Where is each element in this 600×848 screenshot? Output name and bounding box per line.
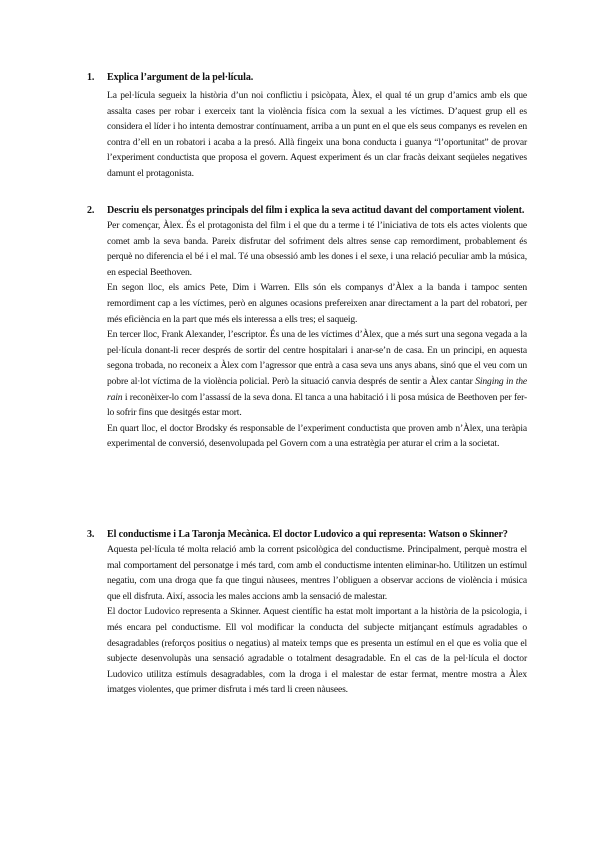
question-title: El conductisme i La Taronja Mecànica. El doctor Ludovico a qui representa: Watson o Skinner? [107,529,508,540]
question-1 [87,70,527,182]
question-3 [87,527,527,698]
answer-paragraph: En tercer lloc, Frank Alexander, l’escriptor. És una de les víctimes d’Àlex, que a més surt una segona vegada a la pel·lícula donant-li recer després de sortir del centre hospitalari i anar-se’n de casa. En un principi, en aquesta segona trobada, no reconeix a Àlex com l’agressor que entrà a casa seva uns anys abans, sinó que el veu com un pobre al·lot víctima de la violència policial. Però la situació canvia després de sentir a Àlex cantar Singing in the rain i reconèixer-lo com l’assassí de la seva dona. El tanca a una habitació i li posa música de Beethoven per fer-lo sofrir fins que desitgés estar mort. [107,329,528,419]
question-title: Descriu els personatges principals del film i explica la seva actitud davant del comportament violent. [107,205,525,216]
answer-paragraph: Per començar, Àlex. És el protagonista del film i el que du a terme i té l’iniciativa de tots els actes violents que comet amb la seva banda. Pareix disfrutar del sofriment dels altres sense cap remordiment, probablement és perquè no diferencia el bé i el mal. Té una obsessió amb les dones i el sexe, i una relació peculiar amb la música, en especial Beethoven. [107,220,527,278]
answer-body [107,88,527,182]
answer-paragraph: La pel·lícula segueix la història d’un noi conflictiu i psicòpata, Àlex, el qual té un grup d’amics amb els que assalta cases per robar i exerceix tant la violència física com la sexual a les víctimes. D’aquest grup ell es considera el líder i ho intenta demostrar contínuament, arriba a un punt en el que els seus companys es revelen en contra d’ell en un robatori i acaba a la presó. Allà fingeix una bona conducta i guanya “l’oportunitat” de provar l’experiment conductista que proposa el govern. Aquest experiment és un clar fracàs deixant seqüeles negatives damunt el protagonista. [107,90,527,179]
answer-paragraph: En quart lloc, el doctor Brodsky és responsable de l’experiment conductista que proven amb n’Àlex, una teràpia experimental de conversió, desenvolupada pel Govern com a una estratègia per aturar el crim a la societat. [107,422,527,450]
question-number: 2. [87,205,95,216]
answer-paragraph: El doctor Ludovico representa a Skinner. Aquest científic ha estat molt important a la història de la psicologia, i més encara pel conductisme. Ell vol modificar la conducta del subjecte mitjançant estímuls agradables o desagradables (reforços positius o negatius) al mateix temps que es presenta un estímul en el que es volia que el subjecte desenvolupàs una sensació agradable o totalment desagradable. En el cas de la pel·lícula el doctor Ludovico utilitza estímuls desagradables, com la droga i el malestar de estar fermat, mentre mostra a Àlex imatges violentes, que primer disfruta i més tard li creen nàusees. [107,606,527,696]
question-number: 3. [87,529,95,540]
question-2 [87,203,527,452]
question-heading [87,70,527,85]
question-number: 1. [87,72,95,83]
answer-paragraph: En segon lloc, els amics Pete, Dim i Warren. Ells són els companys d’Àlex a la banda i tampoc senten remordiment cap a les víctimes, però en algunes ocasions prefereixen anar directament a la part del robatori, per més eficiència en la part que més els interessa a ells tres; el saqueig. [107,282,527,325]
question-heading [87,527,527,542]
answer-paragraph: Aquesta pel·lícula té molta relació amb la corrent psicològica del conductisme. Principalment, perquè mostra el mal comportament del personatge i més tard, com amb el conductisme intenten eliminar-ho. Utilitzen un estímul negatiu, com una droga que fa que tingui nàusees, mentres l’obliguen a observar accions de violència i música que ell disfruta. Així, associa les males accions amb la sensació de malestar. [107,544,527,602]
question-title: Explica l’argument de la pel·lícula. [107,72,254,83]
answer-body [107,542,527,698]
answer-body [107,218,527,452]
question-heading [87,203,527,218]
